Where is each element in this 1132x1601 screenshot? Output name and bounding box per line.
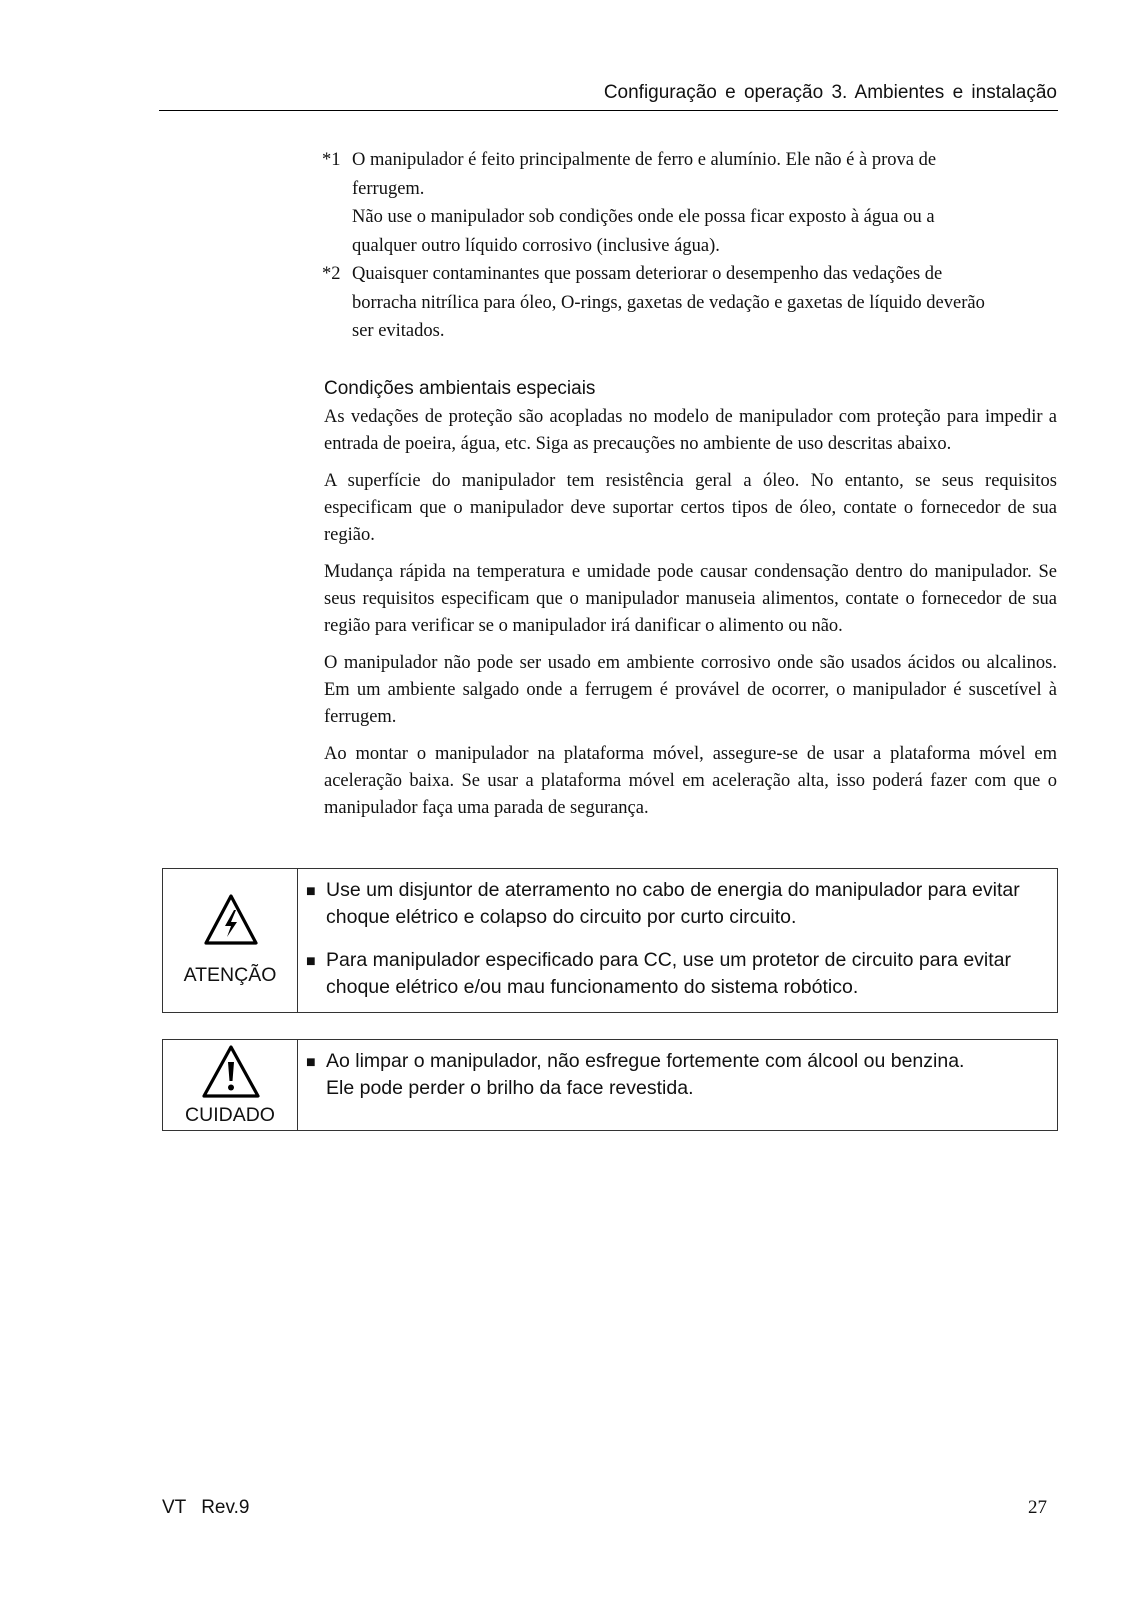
footnote-line: borracha nitrílica para óleo, O-rings, gaxetas de vedação e gaxetas de líquido deverão — [352, 292, 985, 313]
caution-box — [162, 1039, 1058, 1131]
electric-shock-warning-icon — [203, 893, 259, 947]
warning-box — [162, 868, 1058, 1013]
footnote-line: Quaisquer contaminantes que possam deteriorar o desempenho das vedações de — [352, 264, 943, 284]
footnotes — [322, 146, 1057, 346]
header-rule — [159, 110, 1058, 111]
section-title: Condições ambientais especiais — [324, 378, 596, 399]
footnote-1 — [322, 146, 1057, 260]
caution-item-text — [326, 1048, 964, 1102]
warning-item-text — [326, 947, 1011, 1001]
footnote-mark: *2 — [322, 264, 341, 284]
warning-item-line: Para manipulador especificado para CC, use um protetor de circuito para evitar — [326, 949, 1012, 971]
caution-label-cell — [163, 1040, 298, 1130]
page-header: Configuração e operação 3. Ambientes e instalação — [603, 82, 1057, 103]
caution-item — [306, 1048, 1047, 1102]
paragraph: As vedações de proteção são acopladas no modelo de manipulador com proteção para impedir a entrada de poeira, água, etc. Siga as precauções no ambiente de uso descritas abaixo. — [324, 407, 1057, 454]
footnote-line: qualquer outro líquido corrosivo (inclusive água). — [352, 235, 720, 256]
caution-content — [298, 1040, 1057, 1130]
footnote-line: Não use o manipulador sob condições onde ele possa ficar exposto à água ou a — [352, 207, 935, 227]
footnote-line: ferrugem. — [352, 178, 425, 199]
bullet: ■ — [306, 883, 316, 900]
section-body — [324, 404, 1057, 832]
warning-content — [298, 869, 1057, 1012]
bullet: ■ — [306, 953, 316, 970]
paragraph: O manipulador não pode ser usado em ambiente corrosivo onde são usados ácidos ou alcalinos. Em um ambiente salgado onde a ferrugem é provável de ocorrer, o manipulador é suscetível à ferrugem. — [324, 653, 1057, 727]
warning-label: ATENÇÃO — [183, 964, 277, 986]
caution-item-line: Ele pode perder o brilho da face revestida. — [326, 1077, 694, 1099]
warning-item-line: choque elétrico e/ou mau funcionamento do sistema robótico. — [326, 976, 859, 998]
caution-label: CUIDADO — [185, 1104, 275, 1126]
footnote-line: ser evitados. — [352, 321, 445, 341]
warning-item-text — [326, 877, 1020, 931]
caution-item-line: Ao limpar o manipulador, não esfregue fortemente com álcool ou benzina. — [326, 1050, 965, 1072]
warning-item — [306, 947, 1047, 1001]
warning-item-line: choque elétrico e colapso do circuito por curto circuito. — [326, 906, 797, 928]
footnote-2 — [322, 260, 1057, 346]
footnote-line: O manipulador é feito principalmente de ferro e alumínio. Ele não é à prova de — [352, 150, 937, 170]
paragraph: A superfície do manipulador tem resistência geral a óleo. No entanto, se seus requisitos especificam que o manipulador deve suportar certos tipos de óleo, contate o fornecedor de sua região. — [324, 471, 1057, 545]
footnote-mark: *1 — [322, 150, 341, 170]
footer-revision: VT Rev.9 — [162, 1497, 250, 1518]
warning-item-line: Use um disjuntor de aterramento no cabo de energia do manipulador para evitar — [326, 879, 1020, 901]
paragraph: Ao montar o manipulador na plataforma móvel, assegure-se de usar a plataforma móvel em aceleração baixa. Se usar a plataforma móvel em aceleração alta, isso poderá fazer com que o manipulador faça uma parada de segurança. — [324, 744, 1057, 818]
exclamation-warning-icon — [201, 1044, 261, 1100]
warning-item — [306, 877, 1047, 931]
page-number: 27 — [1028, 1497, 1047, 1518]
paragraph: Mudança rápida na temperatura e umidade pode causar condensação dentro do manipulador. Se seus requisitos especificam que o manipulador manuseia alimentos, contate o fornecedor de sua região para verificar se o manipulador irá danificar o alimento ou não. — [324, 562, 1057, 636]
warning-label-cell — [163, 869, 298, 1012]
bullet: ■ — [306, 1054, 316, 1071]
